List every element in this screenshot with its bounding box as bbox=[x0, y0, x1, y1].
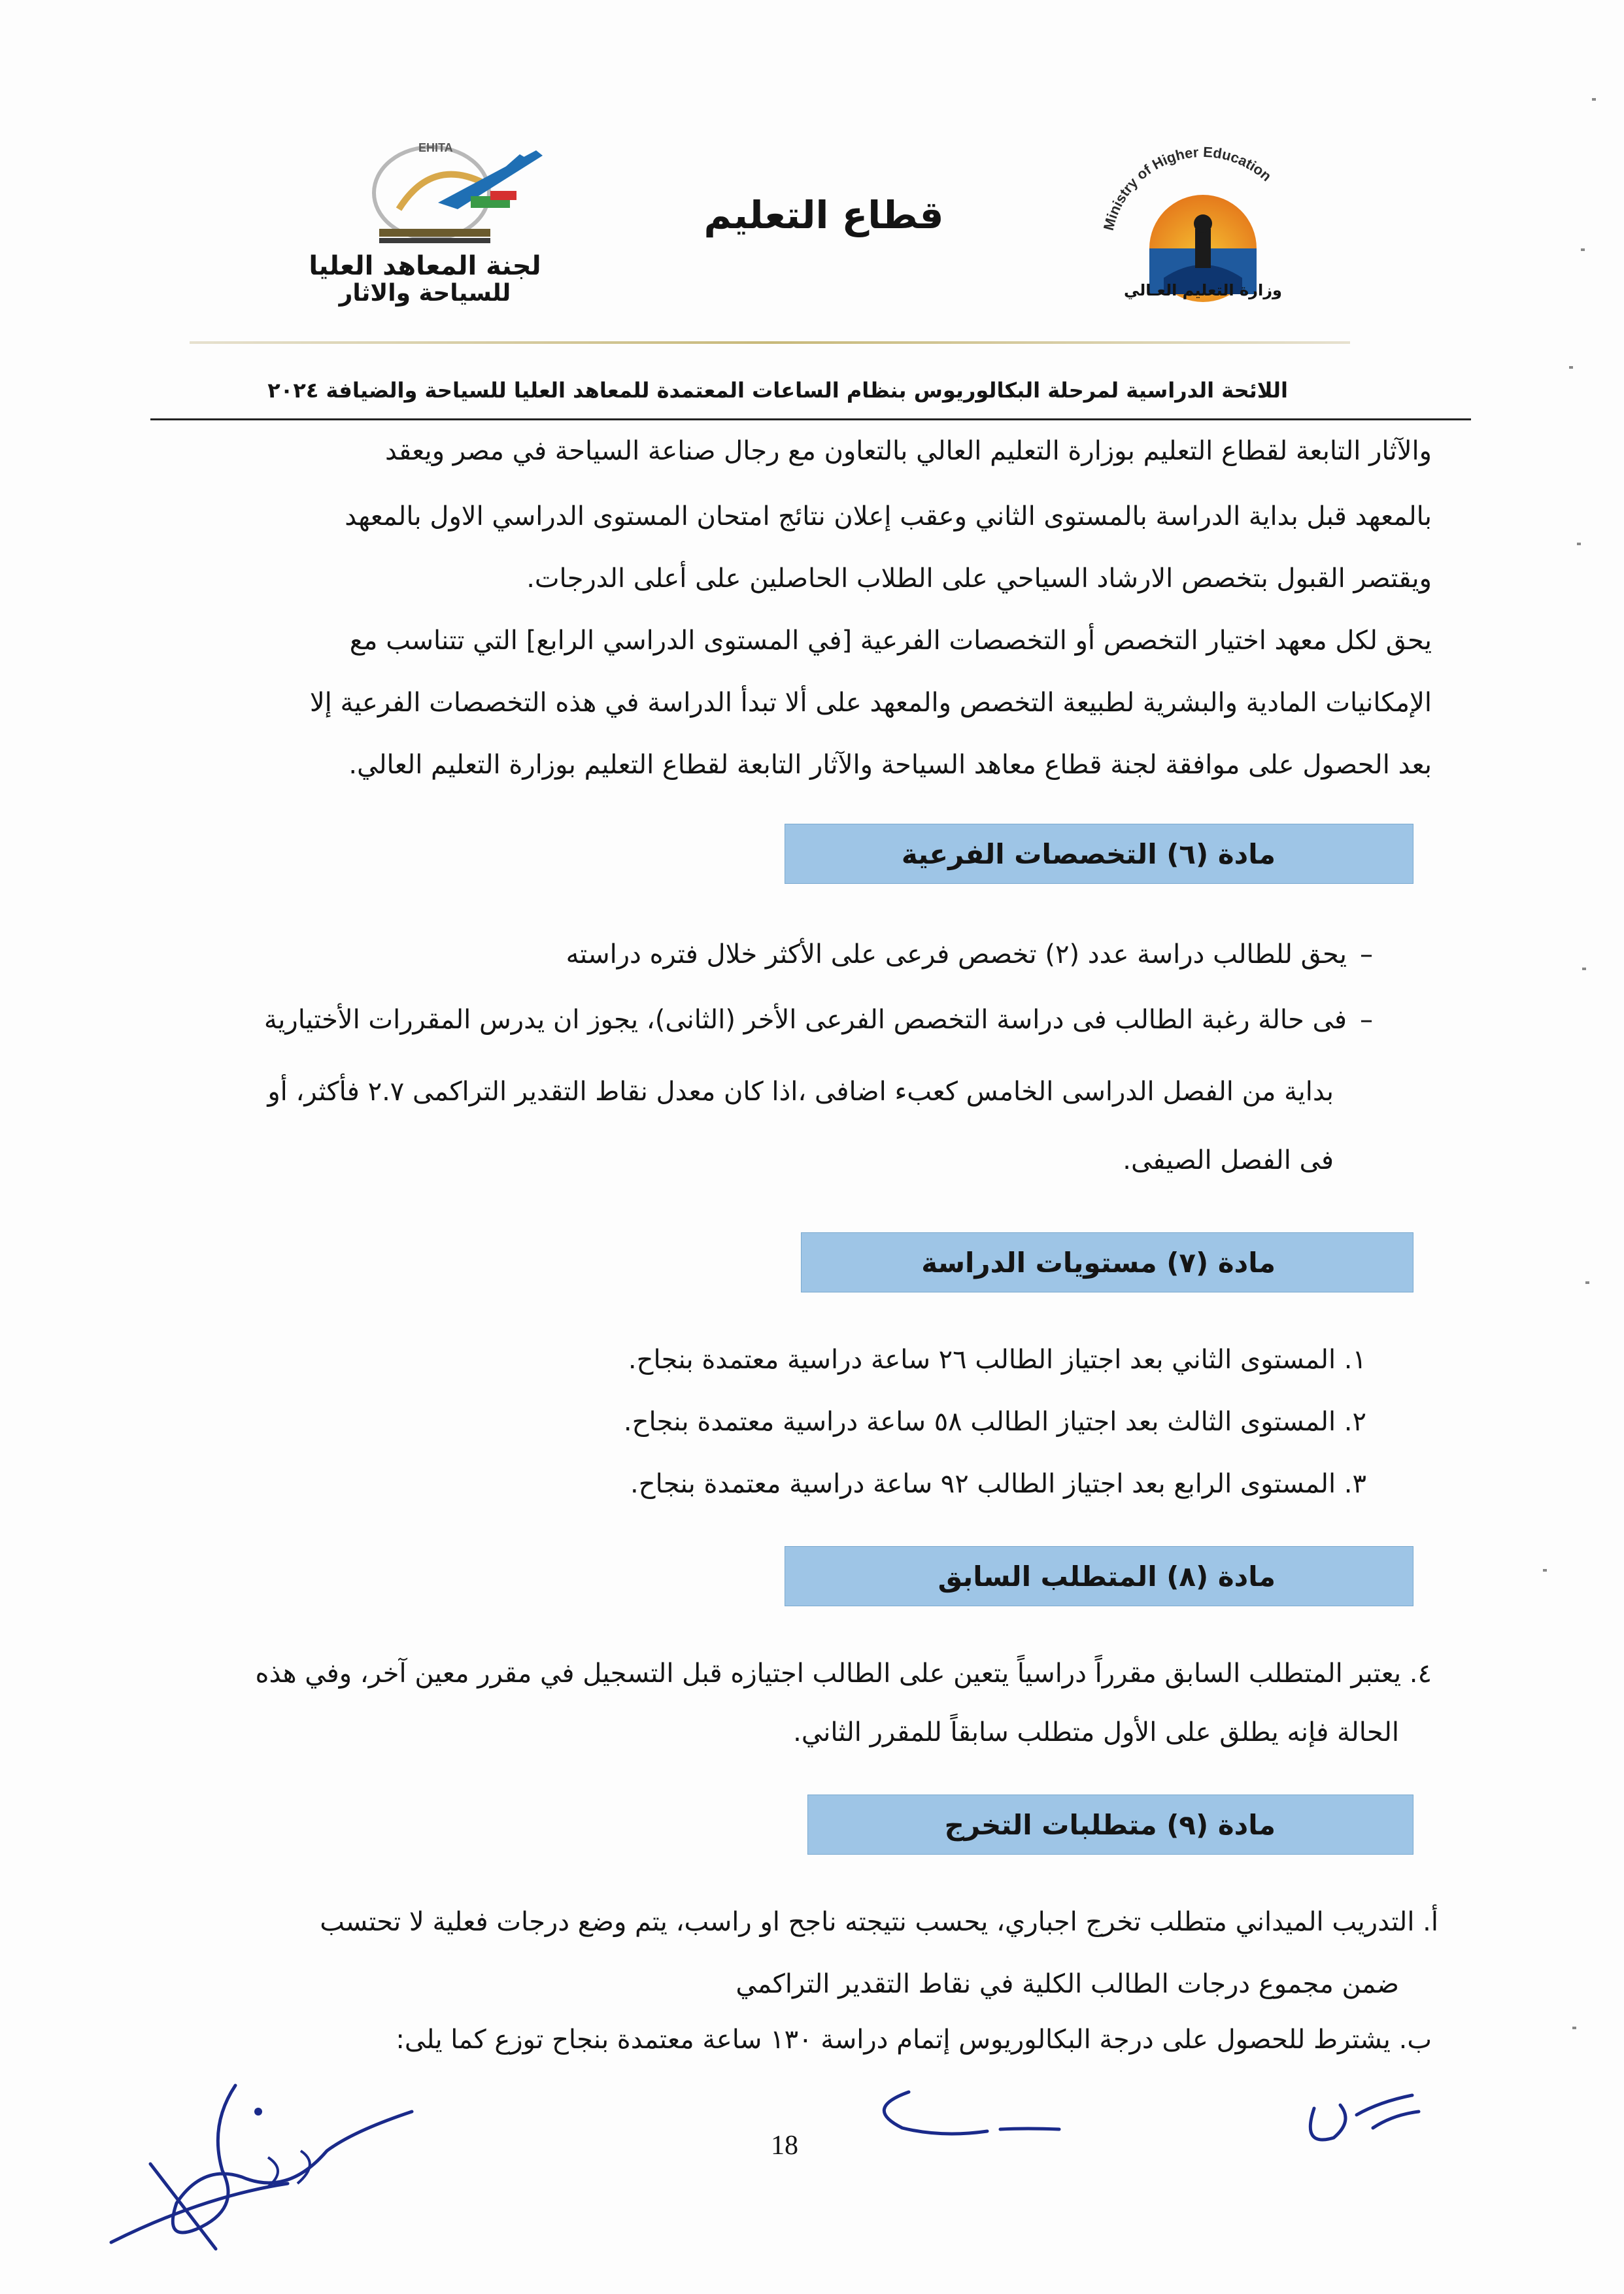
ehita-logo bbox=[340, 131, 556, 248]
list-item: ١. المستوى الثاني بعد اجتياز الطالب ٢٦ ساعة دراسية معتمدة بنجاح. bbox=[628, 1345, 1366, 1375]
scan-mark bbox=[1592, 98, 1596, 101]
page-number: 18 bbox=[771, 2131, 798, 2161]
scan-mark bbox=[1543, 1569, 1547, 1572]
ministry-logo-text: Ministry of Higher Education bbox=[1100, 143, 1275, 232]
initials-right bbox=[1281, 2076, 1438, 2161]
list-item-text: فى حالة رغبة الطالب فى دراسة التخصص الفرعى الأخر (الثانى)، يجوز ان يدرس المقررات الأختيارية bbox=[263, 1005, 1347, 1035]
intro-line: والآثار التابعة لقطاع التعليم بوزارة التعليم العالي بالتعاون مع رجال صناعة السياحة في مصر ويعقد bbox=[385, 436, 1432, 466]
scan-mark bbox=[1569, 366, 1573, 369]
dash-bullet: – bbox=[1360, 939, 1373, 970]
initials-center bbox=[863, 2076, 1085, 2154]
list-item bbox=[150, 922, 1386, 987]
ehita-logo-text: EHITA bbox=[418, 141, 453, 154]
article-8-heading: مادة (٨) المتطلب السابق bbox=[785, 1546, 1413, 1606]
paragraph-line: يحق لكل معهد اختيار التخصص أو التخصصات الفرعية [في المستوى الدراسي الرابع] التي تتناسب مع bbox=[349, 626, 1432, 656]
scan-mark bbox=[1581, 248, 1585, 251]
intro-line: بالمعهد قبل بداية الدراسة بالمستوى الثاني وعقب إعلان نتائج امتحان المستوى الدراسي الاول بالمعهد bbox=[345, 501, 1432, 531]
scan-mark bbox=[1582, 968, 1586, 970]
list-item: ٣. المستوى الرابع بعد اجتياز الطالب ٩٢ ساعة دراسية معتمدة بنجاح. bbox=[630, 1469, 1366, 1499]
list-item-continuation: فى الفصل الصيفى. bbox=[1123, 1145, 1334, 1175]
list-item bbox=[150, 987, 1386, 1053]
regulation-title: اللائحة الدراسية لمرحلة البكالوريوس بنظام الساعات المعتمدة للمعاهد العليا للسياحة والضيافة ٢٠٢٤ bbox=[267, 378, 1288, 403]
list-item: ٢. المستوى الثالث بعد اجتياز الطالب ٥٨ ساعة دراسية معتمدة بنجاح. bbox=[623, 1407, 1366, 1437]
signature-left bbox=[72, 2072, 438, 2269]
header-divider bbox=[190, 341, 1350, 344]
list-item-continuation: بداية من الفصل الدراسى الخامس كعبء اضافى ،اذا كان معدل نقاط التقدير التراكمى ٢.٧ فأكثر، أو bbox=[267, 1077, 1334, 1107]
paragraph-line: الحالة فإنه يطلق على الأول متطلب سابقاً للمقرر الثاني. bbox=[793, 1717, 1399, 1747]
ministry-caption: وزارة التعليم العـالي bbox=[1124, 281, 1282, 299]
committee-name-line1: لجنة المعاهد العليا bbox=[309, 251, 541, 281]
paragraph-line: ب. يشترط للحصول على درجة البكالوريوس إتمام دراسة ١٣٠ ساعة معتمدة بنجاح توزع كما يلى: bbox=[396, 2025, 1432, 2055]
paragraph-line: الإمكانيات المادية والبشرية لطبيعة التخصص والمعهد على ألا تبدأ الدراسة في هذه التخصصات الفرعية إلا bbox=[309, 688, 1432, 718]
paragraph-line: ٤. يعتبر المتطلب السابق مقرراً دراسياً يتعين على الطالب اجتيازه قبل التسجيل في مقرر معين آخر، وفي هذه bbox=[255, 1659, 1432, 1689]
scan-mark bbox=[1577, 543, 1581, 545]
article-6-heading: مادة (٦) التخصصات الفرعية bbox=[785, 824, 1413, 884]
scan-mark bbox=[1572, 2027, 1576, 2029]
committee-name-line2: للسياحة والاثار bbox=[339, 280, 511, 307]
scan-mark bbox=[1585, 1281, 1589, 1284]
paragraph-line: أ. التدريب الميداني متطلب تخرج اجباري، يحسب نتيجته ناجح او راسب، يتم وضع درجات فعلية لا تحتسب bbox=[320, 1907, 1438, 1937]
sector-title: قطاع التعليم bbox=[703, 193, 944, 237]
paragraph-line: ضمن مجموع درجات الطالب الكلية في نقاط التقدير التراكمي bbox=[736, 1969, 1399, 1999]
intro-line: ويقتصر القبول بتخصص الارشاد السياحي على الطلاب الحاصلين على أعلى الدرجات. bbox=[526, 564, 1432, 594]
article-9-heading: مادة (٩) متطلبات التخرج bbox=[807, 1795, 1413, 1855]
list-item-text: يحق للطالب دراسة عدد (٢) تخصص فرعى على الأكثر خلال فتره دراسته bbox=[566, 939, 1347, 970]
dash-bullet: – bbox=[1360, 1005, 1373, 1035]
article-7-heading: مادة (٧) مستويات الدراسة bbox=[801, 1232, 1413, 1292]
paragraph-line: بعد الحصول على موافقة لجنة قطاع معاهد السياحة والآثار التابعة لقطاع التعليم بوزارة التعليم العالي. bbox=[348, 750, 1432, 780]
